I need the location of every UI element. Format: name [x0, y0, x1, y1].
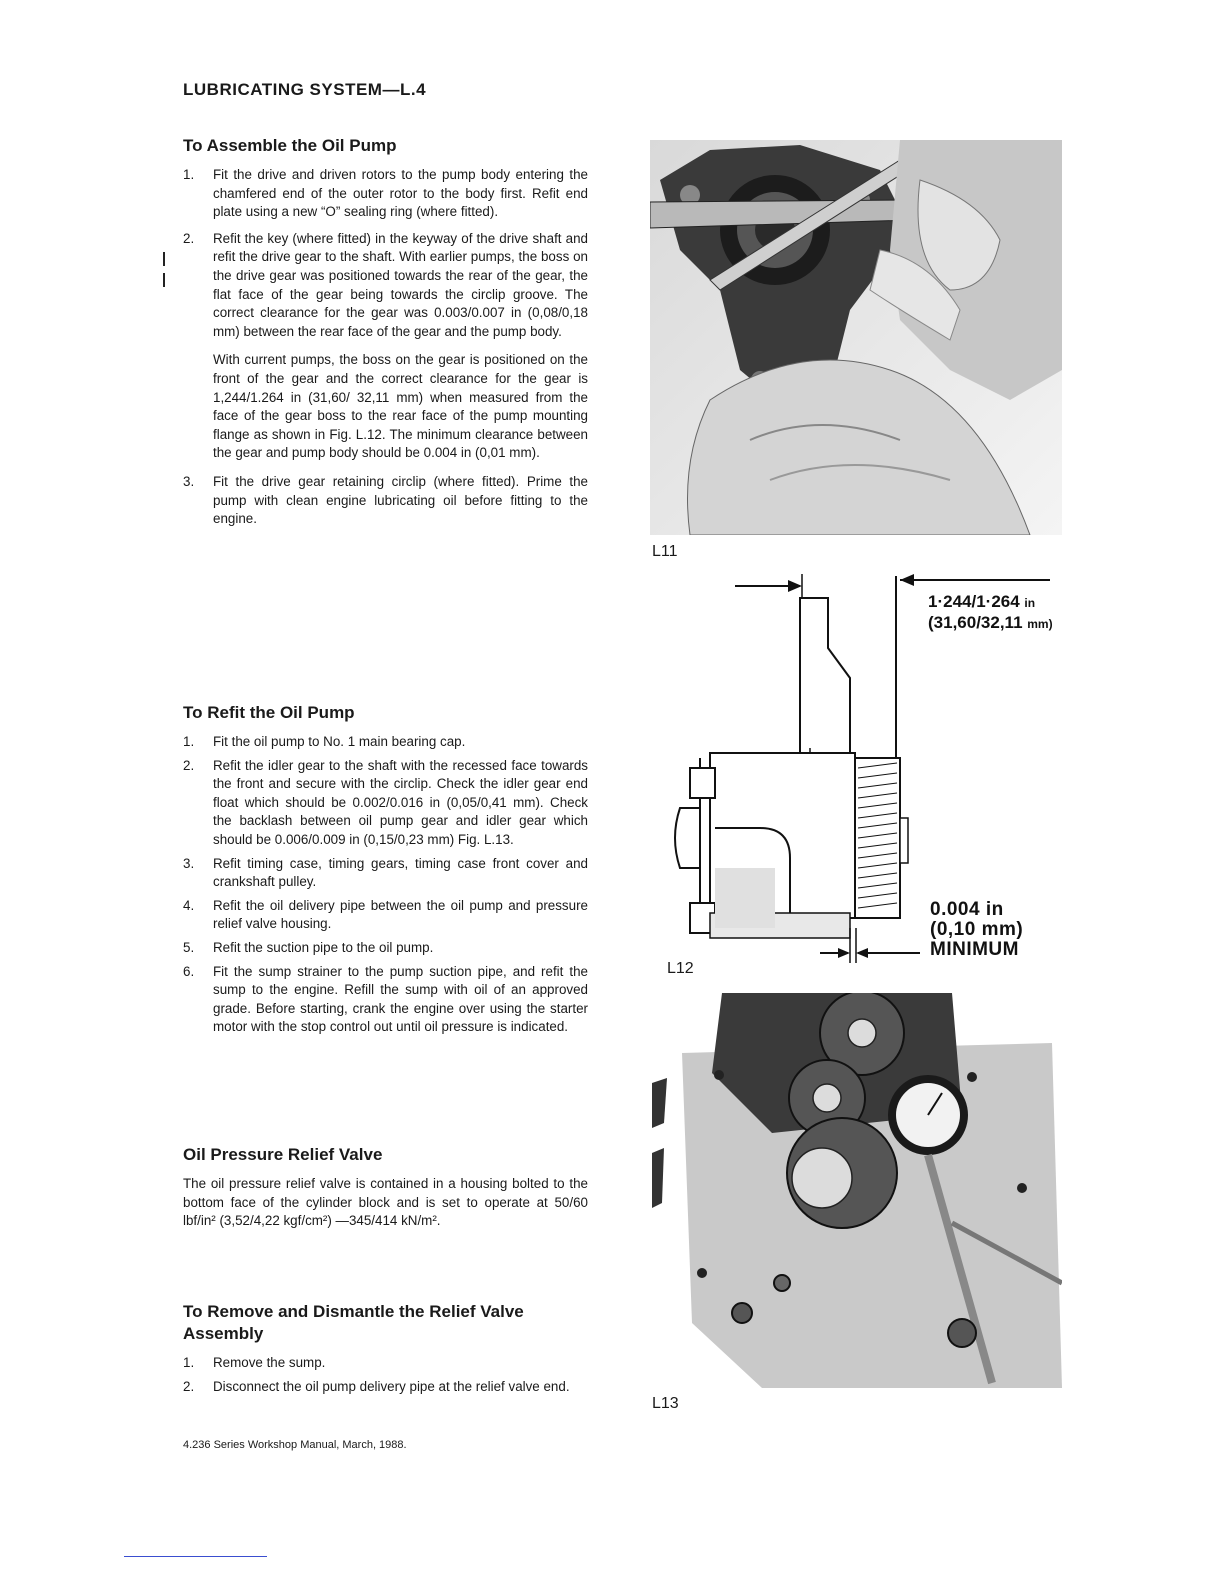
- list-item: 5. Refit the suction pipe to the oil pump.: [183, 939, 434, 955]
- list-item: 4. Refit the oil delivery pipe between the oil pump and pressure relief valve housing.: [183, 897, 588, 932]
- list-item: 3. Fit the drive gear retaining circlip (where fitted). Prime the pump with clean engine lubricating oil before fitting to the engine.: [183, 473, 588, 527]
- list-item: 1. Remove the sump.: [183, 1355, 326, 1370]
- section-heading: To Assemble the Oil Pump: [183, 136, 397, 155]
- page-title: LUBRICATING SYSTEM—L.4: [183, 80, 427, 99]
- list-item: 1. Fit the drive and driven rotors to the pump body entering the chamfered end of the outer rotor to the body first. Refit end plate using a new “O” sealing ring (where fitted).: [183, 167, 588, 220]
- section-relief-valve: [183, 1144, 588, 1231]
- divider: [124, 1556, 267, 1557]
- figure-label-l13: L13: [652, 1395, 679, 1412]
- section-assemble-oil-pump: [183, 135, 588, 534]
- section-heading: Oil Pressure Relief Valve: [183, 1145, 383, 1164]
- section-dismantle-relief-valve: [183, 1301, 573, 1401]
- footer: 4.236 Series Workshop Manual, March, 1988.: [183, 1439, 407, 1451]
- figure-label-l11: L11: [652, 543, 678, 560]
- section-heading: To Refit the Oil Pump: [183, 703, 355, 722]
- list-item: 2. Disconnect the oil pump delivery pipe at the relief valve end.: [183, 1378, 570, 1394]
- list-item: 1. Fit the oil pump to No. 1 main bearing cap.: [183, 734, 466, 749]
- list-item: 2. Refit the idler gear to the shaft with the recessed face towards the front and secure with the circlip. Check the idler gear end float which should be 0.002/0.016 in (0,05/0,41 mm). Check the backlash between oil pump gear and idler gear which should be 0.006/0.009 in (0,15/0,23 mm) Fig. L.13.: [183, 757, 588, 847]
- dimension-label-top: 1·244/1·264 in (31,60/32,11 mm): [928, 592, 1053, 632]
- section-heading: To Remove and Dismantle the Relief Valve Assembly: [183, 1302, 524, 1343]
- change-bar: [163, 273, 165, 287]
- paragraph: The oil pressure relief valve is contained in a housing bolted to the bottom face of the cylinder block and is set to operate at 50/60 lbf/in² (3,52/4,22 kgf/cm²) —345/414 kN/m².: [183, 1176, 588, 1229]
- dimension-label-bottom: 0.004 in (0,10 mm) MINIMUM: [930, 899, 1024, 960]
- figure-l13-photo: [652, 993, 1062, 1388]
- list-item: 2. Refit the key (where fitted) in the keyway of the drive shaft and refit the drive gear to the shaft. With earlier pumps, the boss on the drive gear was positioned towards the rear of the gear, the flat face of the gear being towards the circlip groove. The correct clearance for the gear was 0.003/0.007 in (0,08/0,18 mm) between the rear face of the gear and the pump body. With current pumps, the boss on the gear is positioned on the front of the gear and the correct clearance for the gear is 1,244/1.264 in (31,60/ 32,11 mm) when measured from the face of the gear boss to the rear face of the pump mounting flange as shown in Fig. L.12. The minimum clearance between the gear and pump body should be 0.004 in (0,01 mm).: [183, 230, 588, 461]
- change-bar: [163, 252, 165, 266]
- list-item: 6. Fit the sump strainer to the pump suction pipe, and refit the sump to the engine. Refill the sump with oil of an approved grade. Before starting, crank the engine over using the starter motor with the stop control out until oil pressure is indicated.: [183, 963, 588, 1035]
- section-refit-oil-pump: [183, 702, 588, 1042]
- figure-l11-photo: [650, 140, 1062, 535]
- list-item: 3. Refit timing case, timing gears, timing case front cover and crankshaft pulley.: [183, 855, 588, 890]
- figure-label-l12: L12: [667, 960, 694, 977]
